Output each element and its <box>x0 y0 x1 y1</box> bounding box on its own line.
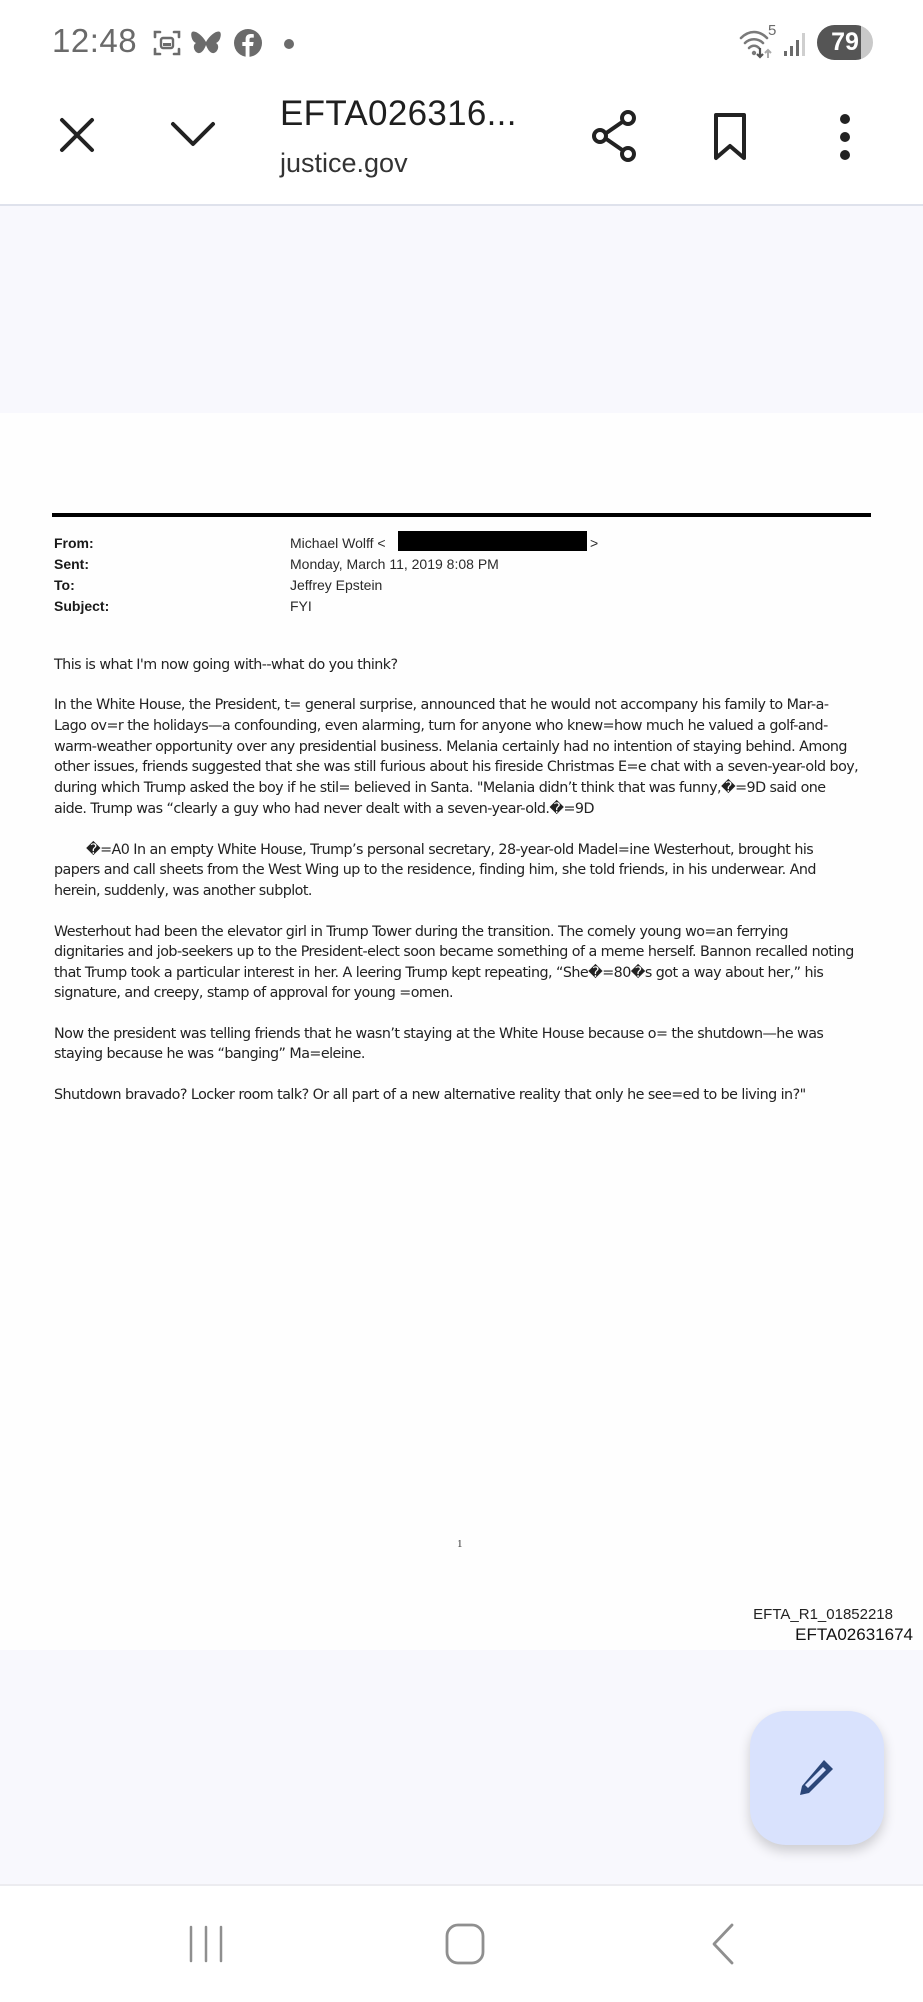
dot-icon <box>284 39 294 49</box>
viewer-background <box>0 206 923 413</box>
battery-level: 79 <box>831 28 859 56</box>
status-time: 12:48 <box>52 22 138 59</box>
body-line: herein, suddenly, was another subplot. <box>54 883 312 899</box>
home-icon[interactable] <box>444 1922 486 1966</box>
document-title[interactable]: EFTA026316... <box>280 94 517 133</box>
from-email-close: > <box>590 535 599 551</box>
body-line: staying because he was “banging” Ma=eleine. <box>54 1046 365 1062</box>
document-source: justice.gov <box>280 148 408 178</box>
header-label-sent: Sent: <box>54 556 89 572</box>
document-page <box>0 413 923 1650</box>
body-line: Now the president was telling friends that he wasn’t staying at the White House because o= the shutdown—he was <box>54 1026 824 1042</box>
body-line: during which Trump asked the boy if he stil= believed in Santa. "Melania didn’t think that was funny,�=9D said one <box>54 780 826 796</box>
body-line: that Trump took a particular interest in her. A leering Trump kept repeating, “She�=80�s got a way about her,” his <box>54 965 824 981</box>
header-value-sent: Monday, March 11, 2019 8:08 PM <box>290 556 499 572</box>
viewer-toolbar <box>0 88 923 206</box>
share-icon[interactable] <box>590 108 640 164</box>
bates-number-2: EFTA02631674 <box>795 1625 913 1644</box>
body-line: warm-weather opportunity over any presidential business. Melania certainly had no intention of staying behind. Among <box>54 739 847 755</box>
redaction-box <box>398 531 587 551</box>
bookmark-icon[interactable] <box>712 112 748 162</box>
header-value-to: Jeffrey Epstein <box>290 577 383 593</box>
system-nav-bar <box>0 1884 923 2002</box>
header-label-subject: Subject: <box>54 598 110 614</box>
facebook-icon <box>233 28 263 58</box>
edit-button[interactable] <box>750 1711 884 1845</box>
body-line: Shutdown bravado? Locker room talk? Or all part of a new alternative reality that only he see=ed to be living in?" <box>54 1087 806 1103</box>
chevron-down-icon[interactable] <box>170 120 216 148</box>
butterfly-icon <box>191 30 221 57</box>
page-number: 1 <box>457 1538 463 1550</box>
body-line: dignitaries and job-seekers up to the President-elect soon became something of a meme herself. Bannon recalled noting <box>54 944 854 960</box>
body-line: Westerhout had been the elevator girl in Trump Tower during the transition. The comely young wo=an ferrying <box>54 924 789 940</box>
from-name: Michael Wolff < <box>290 535 386 551</box>
body-line: This is what I'm now going with--what do you think? <box>54 657 398 673</box>
body-line: other issues, friends suggested that she was still furious about his fireside Christmas E=e chat with a seven-year-old boy, <box>54 759 859 775</box>
battery-indicator <box>817 25 873 60</box>
header-label-to: To: <box>54 577 75 593</box>
back-icon[interactable] <box>708 1922 738 1966</box>
body-line: �=A0 In an empty White House, Trump’s personal secretary, 28-year-old Madel=ine Westerhout, brought his <box>86 842 814 858</box>
body-line: papers and call sheets from the West Wing up to the residence, finding him, she told friends, in his underwear. And <box>54 862 816 878</box>
screenshot-icon <box>152 28 182 58</box>
status-bar <box>0 0 923 88</box>
recent-apps-icon[interactable] <box>186 1924 226 1964</box>
more-vert-icon[interactable] <box>835 112 855 162</box>
header-value-from <box>290 535 386 551</box>
body-line: In the White House, the President, t= general surprise, announced that he would not accompany his family to Mar-a- <box>54 697 829 713</box>
header-label-from: From: <box>54 535 94 551</box>
body-line: Lago ov=r the holidays—a confounding, even alarming, turn for anyone who knew=how much he valued a golf-and- <box>54 718 828 734</box>
header-value-subject: FYI <box>290 598 312 614</box>
close-icon[interactable] <box>58 116 96 154</box>
signal-icon <box>783 30 809 58</box>
body-line: aide. Trump was “clearly a guy who had never dealt with a seven-year-old.�=9D <box>54 801 594 817</box>
header-rule <box>52 513 871 517</box>
edit-pencil-icon <box>793 1754 841 1802</box>
bates-number-1: EFTA_R1_01852218 <box>753 1606 893 1623</box>
body-line: signature, and creepy, stamp of approval for young =omen. <box>54 985 454 1001</box>
wifi-band-label: 5 <box>768 22 777 39</box>
